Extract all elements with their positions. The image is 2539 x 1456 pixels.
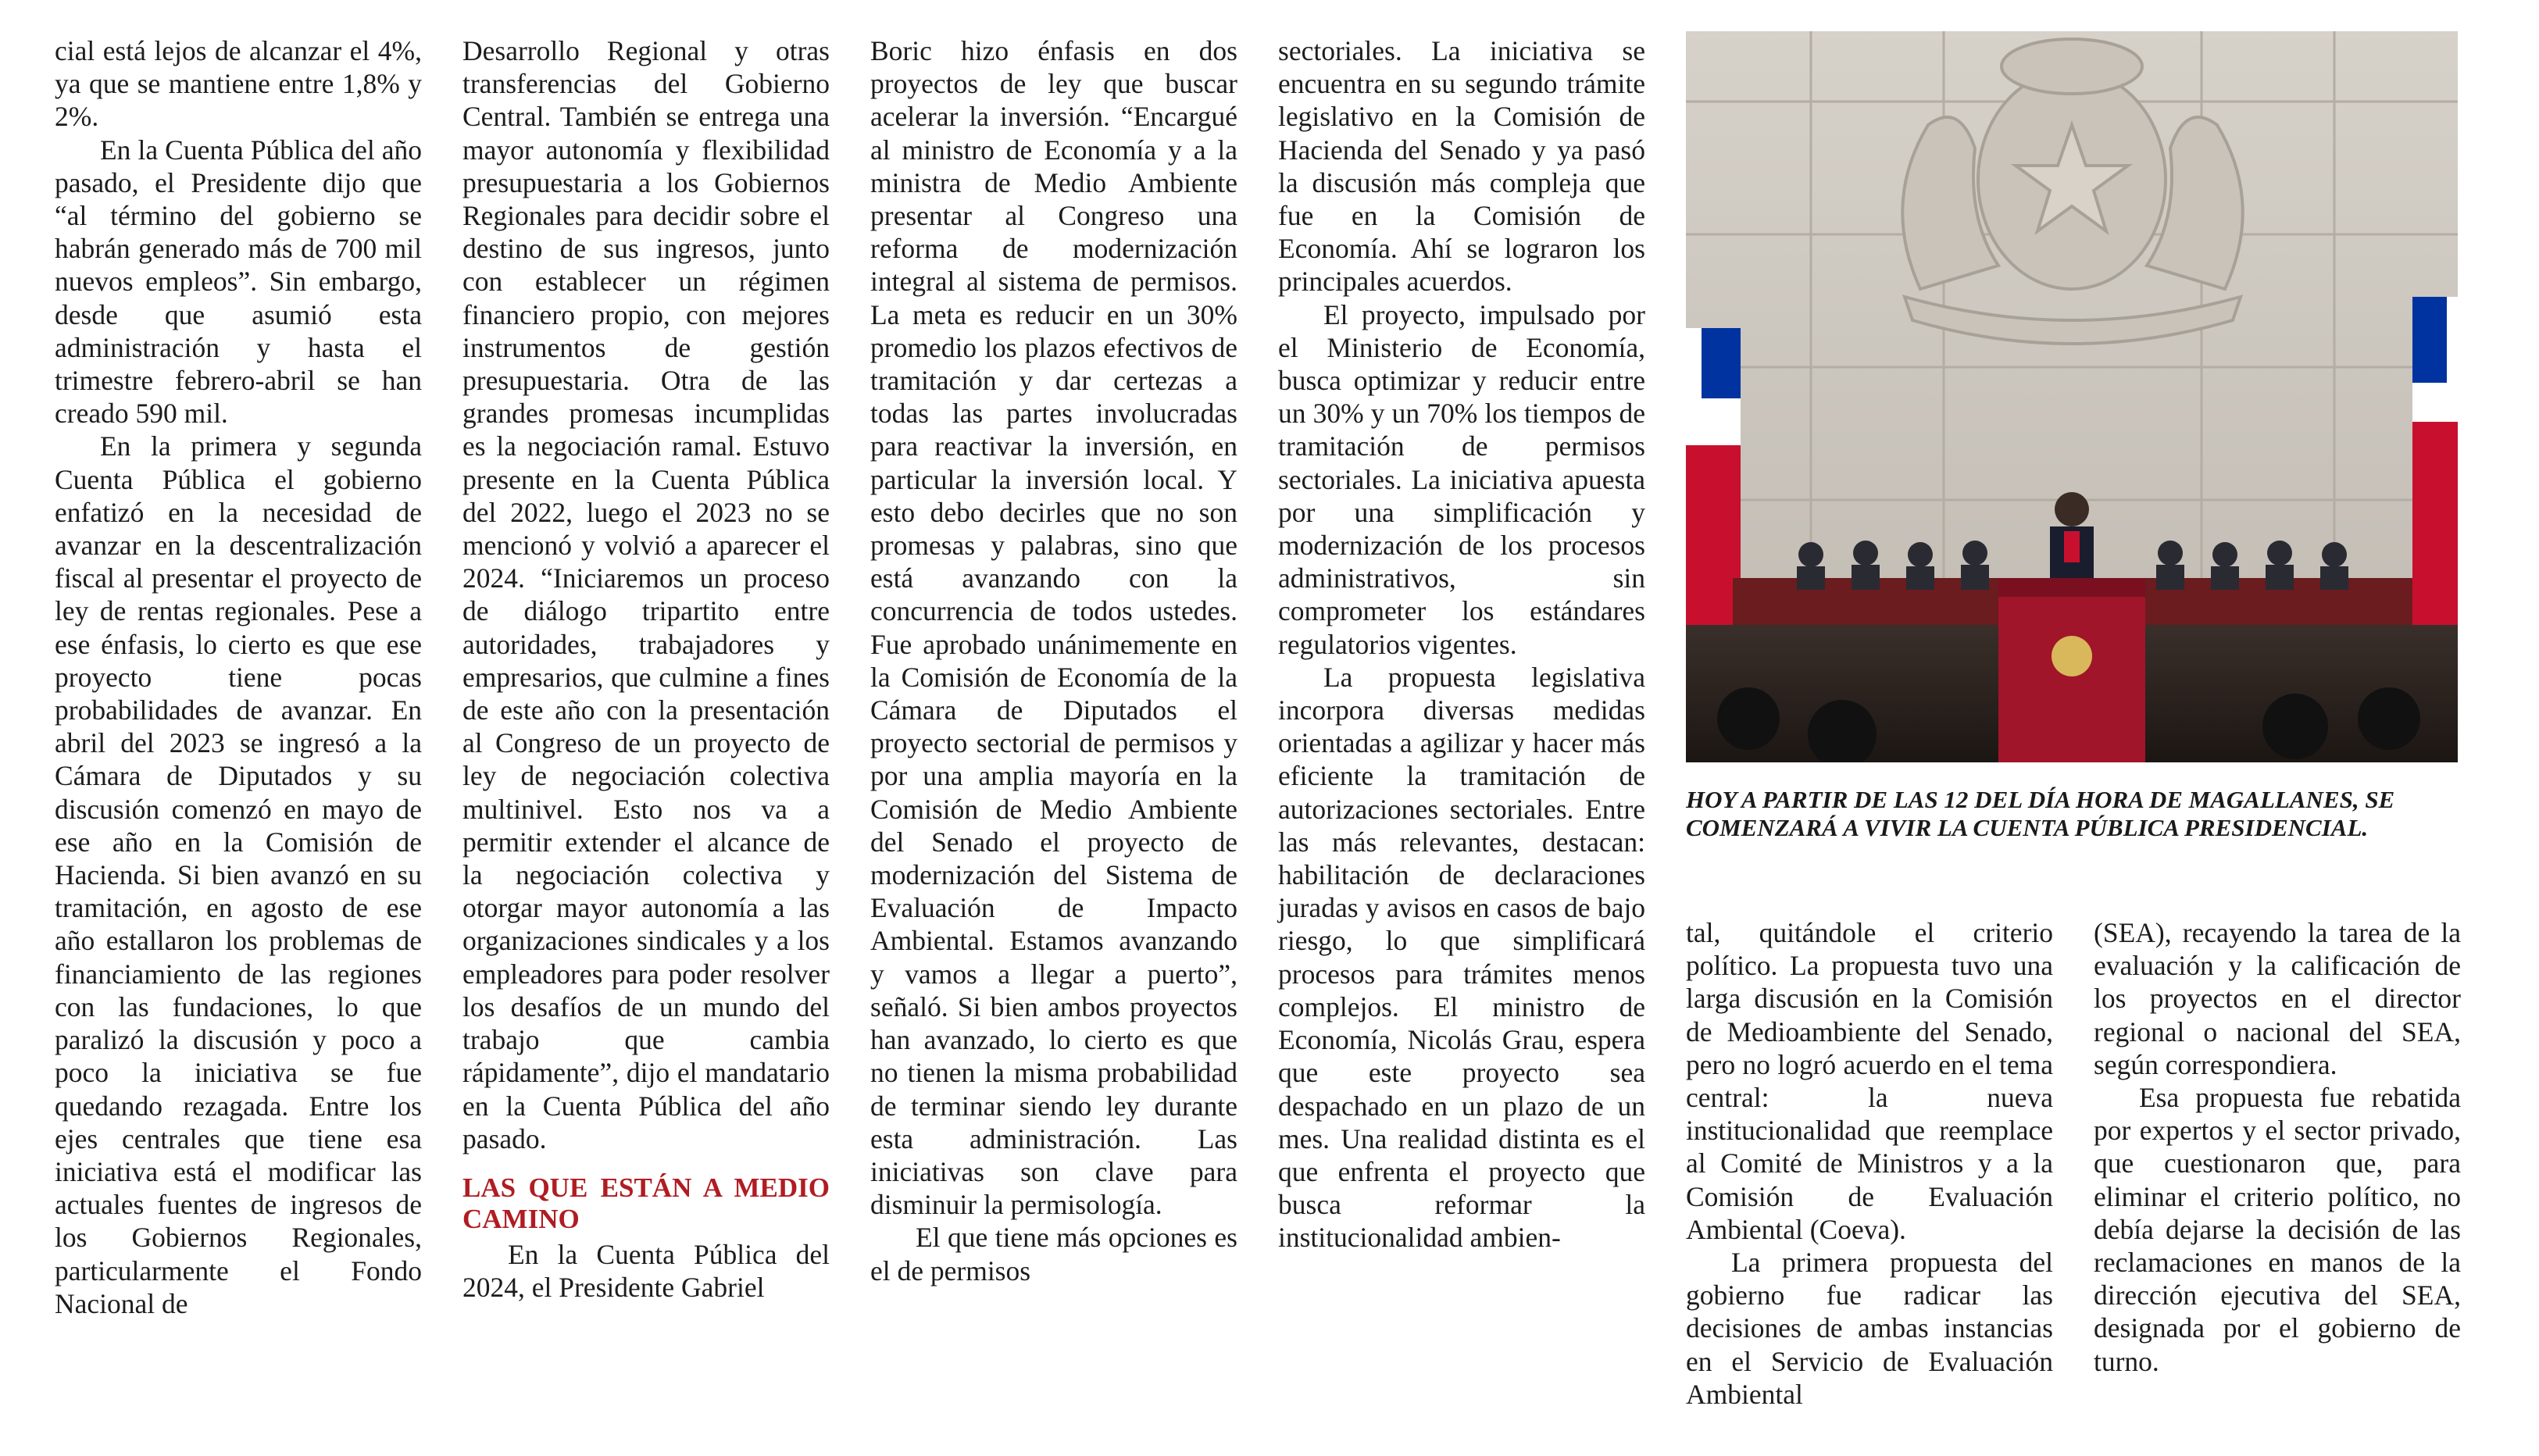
section-subheading: LAS QUE ESTÁN A MEDIO CAMINO (462, 1172, 830, 1234)
article-column-3 (870, 34, 1237, 1287)
president-speaker-icon (2050, 492, 2094, 589)
paragraph: En la primera y segunda Cuenta Pública el gobierno enfatizó en la necesidad de avanzar en la descentralización fiscal al presentar el proyecto de ley de rentas regionales. Pese a ese énfasis, lo cierto es que ese proyecto tiene pocas probabilidades de avanzar. En abril del 2023 se ingresó a la Cámara de Diputados y su discusión comenzó en mayo de ese año en la Comisión de Hacienda. Si bien avanzó en su tramitación, en agosto de ese año estallaron los problemas de financiamiento de las regiones con las fundaciones, lo que paralizó la discusión y poco a poco la iniciativa se fue quedando rezagada. Entre los ejes centrales que tiene esa iniciativa está el modificar las actuales fuentes de ingresos de los Gobiernos Regionales, particularmente el Fondo Nacional de (55, 430, 422, 1319)
article-column-1 (55, 34, 422, 1320)
paragraph: La primera propuesta del gobierno fue radicar las decisiones de ambas instancias en el Servicio de Evaluación Ambiental (1686, 1247, 2053, 1410)
article-column-6 (2094, 916, 2461, 1378)
congress-chamber-photo (1686, 31, 2458, 762)
chilean-flag-right-icon (2412, 297, 2458, 625)
paragraph: La propuesta legislativa incorpora diversas medidas orientadas a agilizar y hacer más eficiente la tramitación de autorizaciones sectoriales. Entre las más relevantes, destacan: habilitación de declaraciones juradas y avisos en casos de bajo riesgo, lo que simplificará procesos para trámites menos complejos. El ministro de Economía, Nicolás Grau, espera que este proyecto sea despachado en un plazo de un mes. Una realidad distinta es el que enfrenta el proyecto que busca reformar la institucionalidad ambien- (1278, 661, 1645, 1254)
paragraph: En la Cuenta Pública del 2024, el Presidente Gabriel (462, 1238, 830, 1304)
paragraph: Esa propuesta fue rebatida por expertos y el sector privado, que cuestionaron que, para eliminar el criterio político, no debía dejarse la decisión de las reclamaciones en manos de la dirección ejecutiva del SEA, designada por el gobierno de turno. (2094, 1082, 2461, 1377)
paragraph: cial está lejos de alcanzar el 4%, ya que se mantiene entre 1,8% y 2%. (55, 35, 422, 133)
paragraph: tal, quitándole el criterio político. La propuesta tuvo una larga discusión en la Comisión de Medioambiente del Senado, pero no logró acuerdo en el tema central: la nueva institucionalidad que reemplace al Comité de Ministros y a la Comisión de Evaluación Ambiental (Coeva). (1686, 917, 2053, 1245)
paragraph: Boric hizo énfasis en dos proyectos de ley que buscar acelerar la inversión. “Encargué al ministro de Economía y a la ministra de Medio Ambiente presentar al Congreso una reforma de modernización integral al sistema de permisos. La meta es reducir en un 30% promedio los plazos efectivos de tramitación y dar certezas a todas las partes involucradas para reactivar la inversión, en particular la inversión local. Y esto debo decirles que no son promesas y palabras, sino que está avanzando con la concurrencia de todos ustedes. Fue aprobado unánimemente en la Comisión de Economía de la Cámara de Diputados el proyecto sectorial de permisos y por una amplia mayoría en la Comisión de Medio Ambiente del Senado el proyecto de modernización del Sistema de Evaluación de Impacto Ambiental. Estamos avanzando y vamos a llegar a puerto”, señaló. Si bien ambos proyectos han avanzado, lo cierto es que no tienen la misma probabilidad de terminar siendo ley durante esta administración. Las iniciativas son clave para disminuir la permisología. (870, 35, 1237, 1221)
article-column-5 (1686, 916, 2053, 1411)
paragraph: El proyecto, impulsado por el Ministerio de Economía, busca optimizar y reducir entre un 30% y un 70% los tiempos de tramitación de permisos sectoriales. La iniciativa apuesta por una simplificación y modernización de los procesos administrativos, sin comprometer los estándares regulatorios vigentes. (1278, 298, 1645, 660)
paragraph: sectoriales. La iniciativa se encuentra en su segundo trámite legislativo en la Comisión de Hacienda del Senado y ya pasó la discusión más compleja que fue en la Comisión de Economía. Ahí se lograron los principales acuerdos. (1278, 35, 1645, 298)
paragraph: El que tiene más opciones es el de permisos (870, 1222, 1237, 1286)
article-column-2 (462, 34, 830, 1304)
podium-icon (1998, 578, 2145, 762)
photo-caption: HOY A PARTIR DE LAS 12 DEL DÍA HORA DE MAGALLANES, SE COMENZARÁ A VIVIR LA CUENTA PÚBLICA PRESIDENCIAL. (1686, 786, 2395, 841)
paragraph: Desarrollo Regional y otras transferencias del Gobierno Central. También se entrega una mayor autonomía y flexibilidad presupuestaria a los Gobiernos Regionales para decidir sobre el destino de sus ingresos, junto con establecer un régimen financiero propio, con mejores instrumentos de gestión presupuestaria. Otra de las grandes promesas incumplidas es la negociación ramal. Estuvo presente en la Cuenta Pública del 2022, luego el 2023 no se mencionó y volvió a aparecer el 2024. “Iniciaremos un proceso de diálogo tripartito entre autoridades, trabajadores y empresarios, que culmine a fines de este año con la presentación al Congreso de un proyecto de ley de negociación colectiva multinivel. Esto nos va a permitir extender el alcance de la negociación colectiva y otorgar mayor autonomía a las organizaciones sindicales y a los empleadores para poder resolver los desafíos de un mundo del trabajo que cambia rápidamente”, dijo el mandatario en la Cuenta Pública del año pasado. (462, 35, 830, 1154)
chilean-flag-left-icon (1686, 328, 1741, 625)
article-column-4 (1278, 34, 1645, 1254)
paragraph: (SEA), recayendo la tarea de la evaluación y la calificación de los proyectos en el director regional o nacional del SEA, según correspondiera. (2094, 917, 2461, 1080)
paragraph: En la Cuenta Pública del año pasado, el Presidente dijo que “al término del gobierno se habrán generado más de 700 mil nuevos empleos”. Sin embargo, desde que asumió esta administración y hasta el trimestre febrero-abril se han creado 590 mil. (55, 134, 422, 430)
